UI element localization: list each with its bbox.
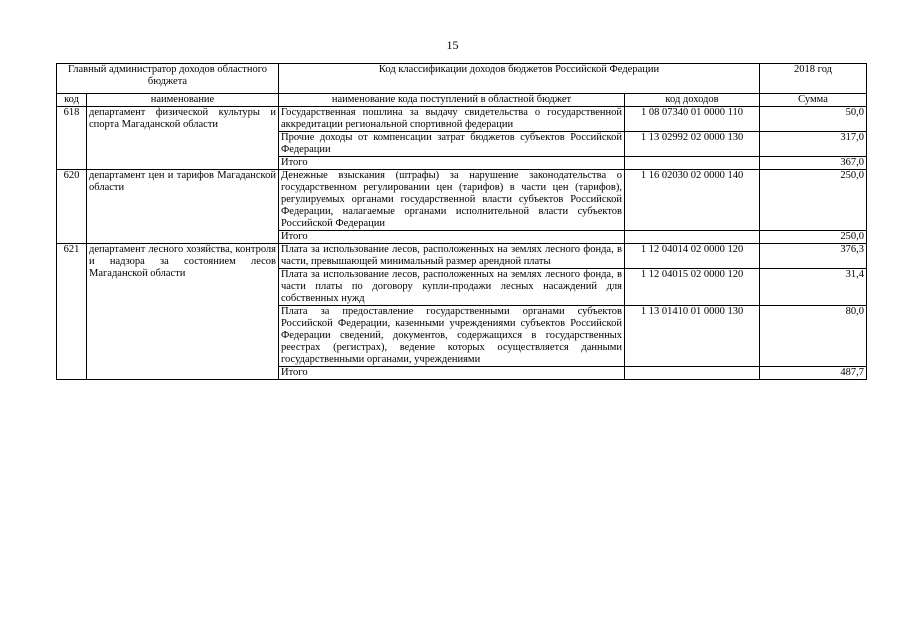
income-code: 1 12 04015 02 0000 120 xyxy=(625,269,760,306)
total-label: Итого xyxy=(279,157,625,170)
income-description: Денежные взыскания (штрафы) за нарушение законодательства о государственном регулировании цен (тарифов) в части цен (тарифов), регулируемых органами государственной власти субъектов Российской Федерации, налагаемые органами исполнительной власти субъектов Российской Федерации xyxy=(279,170,625,231)
income-code: 1 12 04014 02 0000 120 xyxy=(625,244,760,269)
income-description: Государственная пошлина за выдачу свидетельства о государственной аккредитации региональной спортивной федерации xyxy=(279,107,625,132)
income-code: 1 13 02992 02 0000 130 xyxy=(625,132,760,157)
admin-group-header: Главный администратор доходов областного бюджета xyxy=(57,64,279,94)
col-income-code-header: код доходов xyxy=(625,94,760,107)
total-code-empty xyxy=(625,157,760,170)
total-sum: 250,0 xyxy=(760,231,867,244)
income-code: 1 16 02030 02 0000 140 xyxy=(625,170,760,231)
income-sum: 250,0 xyxy=(760,170,867,231)
total-sum: 367,0 xyxy=(760,157,867,170)
year-header: 2018 год xyxy=(760,64,867,94)
col-name-header: наименование xyxy=(87,94,279,107)
admin-name: департамент физической культуры и спорта Магаданской области xyxy=(87,107,279,170)
income-code: 1 08 07340 01 0000 110 xyxy=(625,107,760,132)
income-code: 1 13 01410 01 0000 130 xyxy=(625,306,760,367)
table-row xyxy=(57,107,867,132)
income-sum: 376,3 xyxy=(760,244,867,269)
income-description: Плата за предоставление государственными органами субъектов Российской Федерации, казенными учреждениями субъектов Российской Федерации сведений, документов, содержащихся в государственных реестрах (регистрах), ведение которых осуществляется данными государственными органами, учреждениями xyxy=(279,306,625,367)
admin-name: департамент лесного хозяйства, контроля и надзора за состоянием лесов Магаданской области xyxy=(87,244,279,380)
col-sum-header: Сумма xyxy=(760,94,867,107)
admin-code: 621 xyxy=(57,244,87,380)
income-description: Плата за использование лесов, расположенных на землях лесного фонда, в части, превышающей минимальный размер арендной платы xyxy=(279,244,625,269)
income-sum: 50,0 xyxy=(760,107,867,132)
total-code-empty xyxy=(625,231,760,244)
total-sum: 487,7 xyxy=(760,367,867,380)
table-row xyxy=(57,170,867,231)
col-code-header: код xyxy=(57,94,87,107)
income-description: Прочие доходы от компенсации затрат бюджетов субъектов Российской Федерации xyxy=(279,132,625,157)
admin-name: департамент цен и тарифов Магаданской области xyxy=(87,170,279,244)
income-sum: 317,0 xyxy=(760,132,867,157)
page-number: 15 xyxy=(446,38,459,52)
admin-code: 620 xyxy=(57,170,87,244)
total-label: Итого xyxy=(279,367,625,380)
income-sum: 80,0 xyxy=(760,306,867,367)
revenue-table xyxy=(56,63,867,380)
total-label: Итого xyxy=(279,231,625,244)
income-sum: 31,4 xyxy=(760,269,867,306)
total-code-empty xyxy=(625,367,760,380)
income-description: Плата за использование лесов, расположенных на землях лесного фонда, в части платы по договору купли-продажи лесных насаждений для собственных нужд xyxy=(279,269,625,306)
classification-group-header: Код классификации доходов бюджетов Российской Федерации xyxy=(279,64,760,94)
col-income-name-header: наименование кода поступлений в областной бюджет xyxy=(279,94,625,107)
table-row xyxy=(57,244,867,269)
admin-code: 618 xyxy=(57,107,87,170)
